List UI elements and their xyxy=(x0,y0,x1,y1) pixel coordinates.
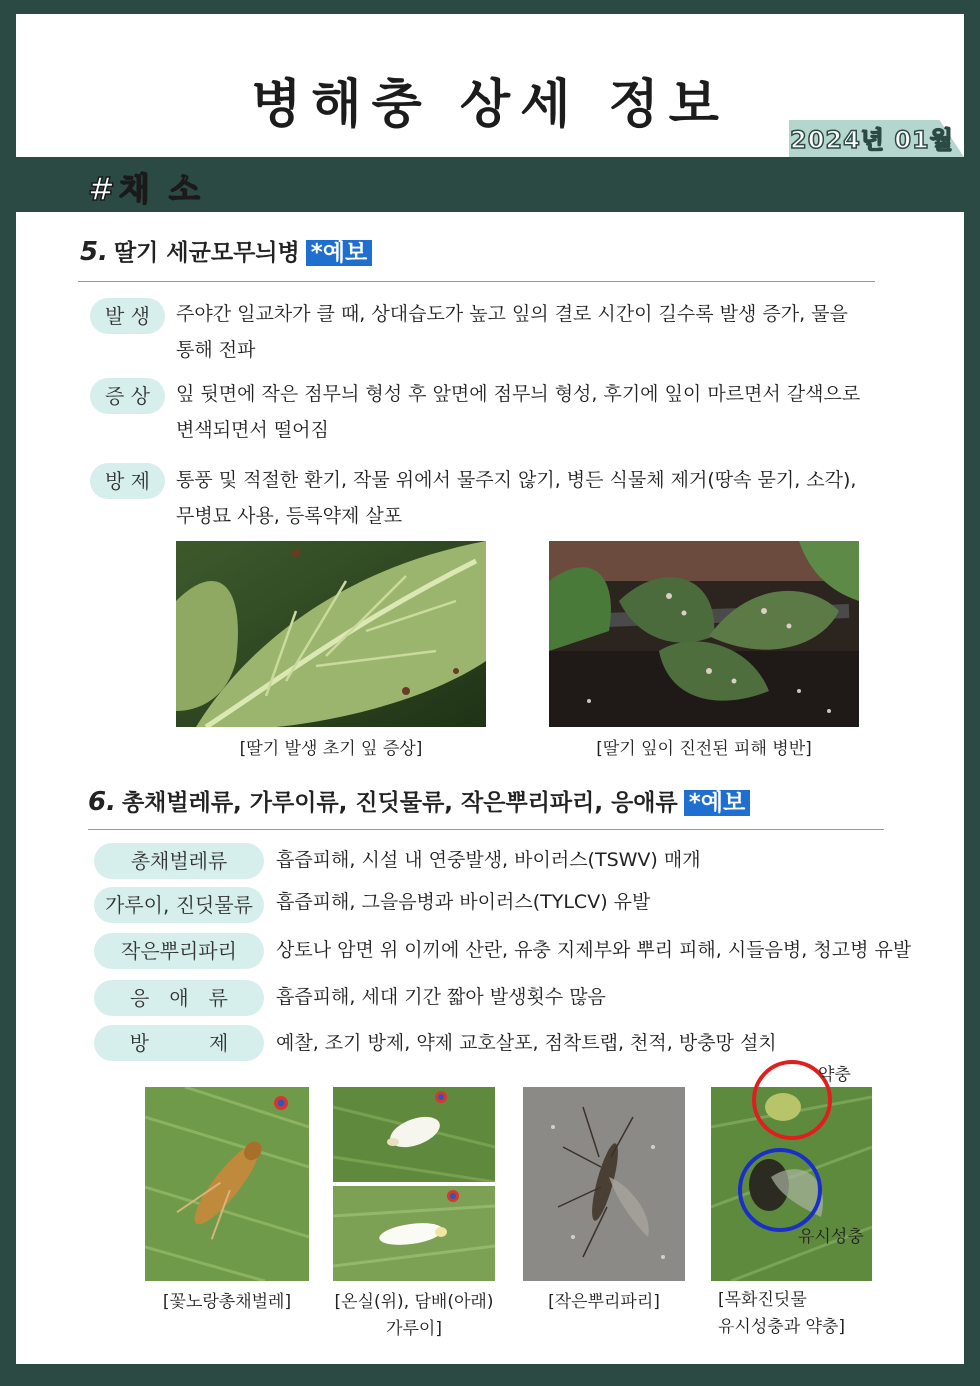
caption-thrips: [꽃노랑총채벌레] xyxy=(162,1292,292,1312)
caption-whitefly-line-2: 가루이] xyxy=(386,1319,442,1339)
category-label: #채 소 xyxy=(88,170,204,208)
photo-greenhouse-whitefly xyxy=(333,1087,495,1182)
section-6-forecast-badge: *예보 xyxy=(684,790,750,816)
section-5-number: 5. xyxy=(80,237,108,267)
caption-strawberry-advanced: [딸기 잎이 진전된 피해 병반] xyxy=(596,739,812,759)
photo-strawberry-early-leaf xyxy=(176,541,486,727)
occurrence-text xyxy=(176,296,848,368)
section-6-heading xyxy=(88,784,750,817)
label-control: 방 제 xyxy=(90,463,165,499)
caption-strawberry-early: [딸기 발생 초기 잎 증상] xyxy=(239,739,423,759)
symptom-text xyxy=(176,376,860,448)
section-5-heading xyxy=(80,234,372,267)
control-line-1: 통풍 및 적절한 환기, 작물 위에서 물주지 않기, 병든 식물체 제거(땅속 묻기, 소각), xyxy=(176,469,857,491)
occurrence-line-2: 통해 전파 xyxy=(176,339,256,361)
symptom-line-2: 변색되면서 떨어짐 xyxy=(176,419,329,441)
section-6-divider xyxy=(88,829,884,830)
mites-text: 흡즙피해, 세대 기간 짧아 발생횟수 많음 xyxy=(276,986,606,1008)
label-thrips: 총채벌레류 xyxy=(94,843,264,879)
section-6-title: 총채벌레류, 가루이류, 진딧물류, 작은뿌리파리, 응애류 xyxy=(121,790,678,816)
label-whitefly-aphid: 가루이, 진딧물류 xyxy=(94,887,264,923)
winged-adult-marker-circle xyxy=(740,1150,820,1230)
thrips-text: 흡즙피해, 시설 내 연중발생, 바이러스(TSWV) 매개 xyxy=(276,849,701,871)
fungus-gnat-text: 상토나 암면 위 이끼에 산란, 유충 지제부와 뿌리 피해, 시들음병, 청고병 유발 xyxy=(276,939,912,961)
section-5-forecast-badge: *예보 xyxy=(306,240,372,266)
control-text xyxy=(176,462,856,534)
section-6-number: 6. xyxy=(88,787,116,817)
section-5-divider xyxy=(78,281,875,282)
caption-aphid-line-1: [목화진딧물 xyxy=(718,1290,807,1310)
photo-strawberry-advanced-lesion xyxy=(549,541,859,727)
label-symptom: 증 상 xyxy=(90,378,165,414)
whitefly-aphid-text: 흡즙피해, 그을음병과 바이러스(TYLCV) 유발 xyxy=(276,891,651,913)
label-occurrence: 발 생 xyxy=(90,298,165,334)
date-label: 2024년 01월 xyxy=(790,126,954,154)
control-line-2: 무병묘 사용, 등록약제 살포 xyxy=(176,505,403,527)
symptom-line-1: 잎 뒷면에 작은 점무늬 형성 후 앞면에 점무늬 형성, 후기에 잎이 마르면서 갈색으로 xyxy=(176,383,861,405)
occurrence-line-1: 주야간 일교차가 클 때, 상대습도가 높고 잎의 결로 시간이 길수록 발생 증가, 물을 xyxy=(176,303,848,325)
section-5-title: 딸기 세균모무늬병 xyxy=(113,240,300,266)
label-mites: 응 애 류 xyxy=(94,980,264,1016)
photo-tobacco-whitefly xyxy=(333,1186,495,1281)
caption-whitefly-line-1: [온실(위), 담배(아래) xyxy=(334,1292,494,1312)
label-control-6: 방 제 xyxy=(94,1025,264,1061)
caption-aphid-line-2: 유시성충과 약충] xyxy=(718,1317,845,1337)
caption-fungus-gnat: [작은뿌리파리] xyxy=(548,1292,660,1312)
control-6-text: 예찰, 조기 방제, 약제 교호살포, 점착트랩, 천적, 방충망 설치 xyxy=(276,1032,777,1054)
photo-western-flower-thrips xyxy=(145,1087,309,1281)
label-winged-adult: 유시성충 xyxy=(798,1227,864,1247)
photo-fungus-gnat xyxy=(523,1087,685,1281)
caption-aphid xyxy=(718,1287,868,1341)
label-fungus-gnat: 작은뿌리파리 xyxy=(94,933,264,969)
page-title: 병해충 상세 정보 xyxy=(251,75,729,135)
label-nymph: 약충 xyxy=(818,1065,851,1085)
caption-whitefly xyxy=(318,1289,510,1343)
